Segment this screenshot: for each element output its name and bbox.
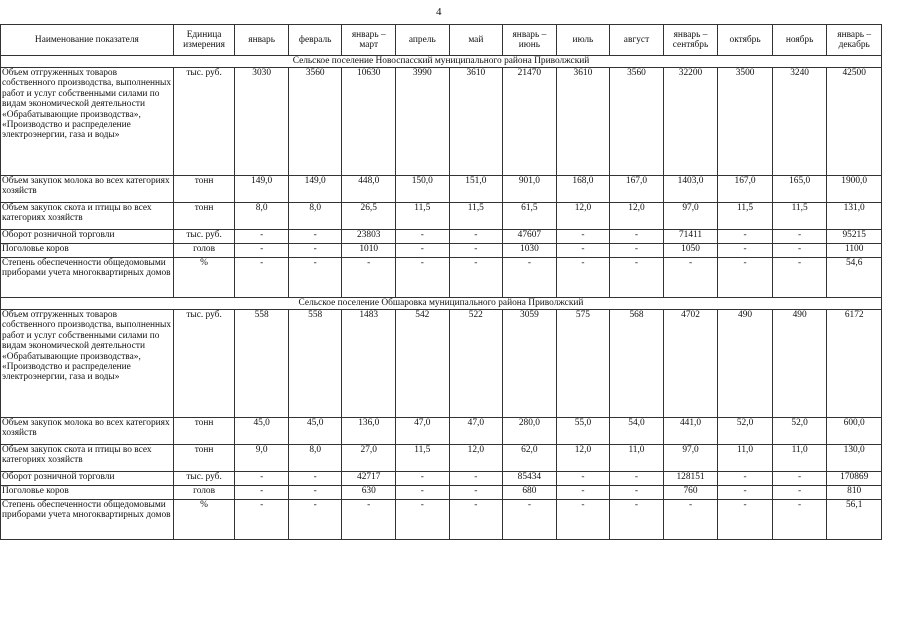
- header-august: август: [610, 25, 664, 56]
- value-cell: 61,5: [503, 203, 557, 230]
- value-cell: 97,0: [663, 445, 718, 472]
- value-cell: -: [449, 244, 503, 258]
- indicator-name: Степень обеспеченности общедомовыми приборами учета многоквартирных домов: [1, 500, 174, 540]
- header-unit: Единица измерения: [173, 25, 235, 56]
- table-row: [1, 445, 882, 472]
- value-cell: 558: [288, 310, 342, 418]
- value-cell: -: [718, 244, 773, 258]
- value-cell: -: [449, 230, 503, 244]
- value-cell: -: [772, 230, 827, 244]
- header-jan-sep: январь – сентябрь: [663, 25, 718, 56]
- indicator-name: Поголовье коров: [1, 486, 174, 500]
- unit-cell: %: [173, 258, 235, 298]
- value-cell: 4702: [663, 310, 718, 418]
- value-cell: 8,0: [288, 203, 342, 230]
- unit-cell: тыс. руб.: [173, 472, 235, 486]
- value-cell: -: [556, 486, 610, 500]
- unit-cell: голов: [173, 486, 235, 500]
- value-cell: 12,0: [610, 203, 664, 230]
- indicator-name: Объем закупок скота и птицы во всех категориях хозяйств: [1, 445, 174, 472]
- value-cell: -: [342, 500, 396, 540]
- value-cell: 26,5: [342, 203, 396, 230]
- indicator-name: Объем закупок скота и птицы во всех категориях хозяйств: [1, 203, 174, 230]
- table-row: [1, 203, 882, 230]
- value-cell: 8,0: [235, 203, 289, 230]
- value-cell: -: [235, 472, 289, 486]
- value-cell: 95215: [827, 230, 882, 244]
- value-cell: 27,0: [342, 445, 396, 472]
- value-cell: 11,0: [718, 445, 773, 472]
- value-cell: -: [235, 230, 289, 244]
- value-cell: 45,0: [288, 418, 342, 445]
- value-cell: 490: [772, 310, 827, 418]
- value-cell: 542: [396, 310, 450, 418]
- header-february: февраль: [288, 25, 342, 56]
- value-cell: 167,0: [718, 176, 773, 203]
- value-cell: 12,0: [449, 445, 503, 472]
- value-cell: 9,0: [235, 445, 289, 472]
- header-jan-dec: январь – декабрь: [827, 25, 882, 56]
- value-cell: 11,0: [610, 445, 664, 472]
- value-cell: 1010: [342, 244, 396, 258]
- value-cell: -: [663, 500, 718, 540]
- value-cell: 149,0: [235, 176, 289, 203]
- value-cell: 568: [610, 310, 664, 418]
- value-cell: 1900,0: [827, 176, 882, 203]
- value-cell: -: [235, 244, 289, 258]
- value-cell: 3240: [772, 68, 827, 176]
- value-cell: 680: [503, 486, 557, 500]
- value-cell: -: [288, 472, 342, 486]
- value-cell: -: [235, 486, 289, 500]
- table-row: [1, 500, 882, 540]
- value-cell: -: [449, 486, 503, 500]
- value-cell: -: [449, 472, 503, 486]
- value-cell: 280,0: [503, 418, 557, 445]
- value-cell: 490: [718, 310, 773, 418]
- value-cell: 522: [449, 310, 503, 418]
- value-cell: -: [610, 500, 664, 540]
- value-cell: 1483: [342, 310, 396, 418]
- header-indicator-name: Наименование показателя: [1, 25, 174, 56]
- value-cell: 131,0: [827, 203, 882, 230]
- header-july: июль: [556, 25, 610, 56]
- value-cell: 55,0: [556, 418, 610, 445]
- value-cell: 149,0: [288, 176, 342, 203]
- value-cell: 54,6: [827, 258, 882, 298]
- value-cell: -: [396, 258, 450, 298]
- value-cell: -: [288, 500, 342, 540]
- value-cell: -: [718, 230, 773, 244]
- value-cell: 168,0: [556, 176, 610, 203]
- value-cell: 600,0: [827, 418, 882, 445]
- value-cell: 448,0: [342, 176, 396, 203]
- value-cell: -: [610, 486, 664, 500]
- value-cell: 128151: [663, 472, 718, 486]
- value-cell: 165,0: [772, 176, 827, 203]
- value-cell: 42500: [827, 68, 882, 176]
- unit-cell: тонн: [173, 203, 235, 230]
- header-jan-mar: январь – март: [342, 25, 396, 56]
- value-cell: -: [288, 486, 342, 500]
- indicator-name: Объем отгруженных товаров собственного производства, выполненных работ и услуг собственными силами по видам экономической деятельности «Обрабатывающие производства», «Производство и распределение электроэнергии, газа и воды»: [1, 310, 174, 418]
- indicator-name: Объем закупок молока во всех категориях хозяйств: [1, 418, 174, 445]
- table-row: [1, 230, 882, 244]
- value-cell: 6172: [827, 310, 882, 418]
- value-cell: -: [235, 500, 289, 540]
- value-cell: 11,5: [449, 203, 503, 230]
- header-january: январь: [235, 25, 289, 56]
- value-cell: 21470: [503, 68, 557, 176]
- value-cell: -: [396, 472, 450, 486]
- unit-cell: тыс. руб.: [173, 230, 235, 244]
- value-cell: 23803: [342, 230, 396, 244]
- table-row: [1, 244, 882, 258]
- value-cell: -: [396, 244, 450, 258]
- value-cell: 3059: [503, 310, 557, 418]
- value-cell: 42717: [342, 472, 396, 486]
- value-cell: 52,0: [718, 418, 773, 445]
- indicator-name: Объем отгруженных товаров собственного производства, выполненных работ и услуг собственными силами по видам экономической деятельности «Обрабатывающие производства», «Производство и распределение электроэнергии, газа и воды»: [1, 68, 174, 176]
- value-cell: -: [288, 230, 342, 244]
- value-cell: -: [449, 258, 503, 298]
- value-cell: -: [449, 500, 503, 540]
- table-row: [1, 258, 882, 298]
- value-cell: -: [503, 500, 557, 540]
- value-cell: -: [396, 486, 450, 500]
- value-cell: 47,0: [396, 418, 450, 445]
- value-cell: -: [556, 472, 610, 486]
- value-cell: -: [556, 500, 610, 540]
- section-title: Сельское поселение Новоспасский муниципального района Приволжский: [1, 56, 882, 68]
- value-cell: -: [556, 244, 610, 258]
- value-cell: 12,0: [556, 445, 610, 472]
- value-cell: 170869: [827, 472, 882, 486]
- value-cell: -: [610, 244, 664, 258]
- unit-cell: тонн: [173, 176, 235, 203]
- value-cell: 54,0: [610, 418, 664, 445]
- value-cell: -: [772, 486, 827, 500]
- value-cell: -: [610, 258, 664, 298]
- value-cell: -: [610, 472, 664, 486]
- unit-cell: тонн: [173, 418, 235, 445]
- value-cell: 3610: [449, 68, 503, 176]
- value-cell: -: [235, 258, 289, 298]
- value-cell: -: [718, 486, 773, 500]
- section-title: Сельское поселение Обшаровка муниципального района Приволжский: [1, 298, 882, 310]
- table-row: [1, 310, 882, 418]
- value-cell: 32200: [663, 68, 718, 176]
- unit-cell: тонн: [173, 445, 235, 472]
- indicator-name: Степень обеспеченности общедомовыми приборами учета многоквартирных домов: [1, 258, 174, 298]
- header-jan-jun: январь – июнь: [503, 25, 557, 56]
- unit-cell: %: [173, 500, 235, 540]
- value-cell: 901,0: [503, 176, 557, 203]
- value-cell: -: [342, 258, 396, 298]
- header-may: май: [449, 25, 503, 56]
- unit-cell: голов: [173, 244, 235, 258]
- value-cell: 97,0: [663, 203, 718, 230]
- indicator-name: Поголовье коров: [1, 244, 174, 258]
- value-cell: 62,0: [503, 445, 557, 472]
- value-cell: -: [288, 258, 342, 298]
- value-cell: 11,5: [396, 203, 450, 230]
- value-cell: 11,0: [772, 445, 827, 472]
- value-cell: 11,5: [396, 445, 450, 472]
- header-november: ноябрь: [772, 25, 827, 56]
- table-row: [1, 176, 882, 203]
- unit-cell: тыс. руб.: [173, 68, 235, 176]
- value-cell: 130,0: [827, 445, 882, 472]
- value-cell: -: [718, 258, 773, 298]
- value-cell: 47607: [503, 230, 557, 244]
- value-cell: 47,0: [449, 418, 503, 445]
- value-cell: -: [556, 230, 610, 244]
- value-cell: -: [663, 258, 718, 298]
- indicators-table: [0, 24, 882, 540]
- value-cell: 558: [235, 310, 289, 418]
- value-cell: -: [772, 472, 827, 486]
- value-cell: -: [718, 472, 773, 486]
- value-cell: 3990: [396, 68, 450, 176]
- value-cell: -: [288, 244, 342, 258]
- section-row: [1, 56, 882, 68]
- value-cell: 71411: [663, 230, 718, 244]
- indicator-name: Объем закупок молока во всех категориях хозяйств: [1, 176, 174, 203]
- value-cell: 52,0: [772, 418, 827, 445]
- value-cell: 8,0: [288, 445, 342, 472]
- value-cell: 1030: [503, 244, 557, 258]
- value-cell: 11,5: [718, 203, 773, 230]
- value-cell: -: [396, 230, 450, 244]
- header-april: апрель: [396, 25, 450, 56]
- value-cell: -: [556, 258, 610, 298]
- value-cell: 85434: [503, 472, 557, 486]
- header-row: [1, 25, 882, 56]
- header-october: октябрь: [718, 25, 773, 56]
- value-cell: 56,1: [827, 500, 882, 540]
- value-cell: 10630: [342, 68, 396, 176]
- value-cell: 151,0: [449, 176, 503, 203]
- table-row: [1, 68, 882, 176]
- value-cell: -: [772, 500, 827, 540]
- value-cell: 12,0: [556, 203, 610, 230]
- value-cell: -: [772, 244, 827, 258]
- value-cell: -: [396, 500, 450, 540]
- unit-cell: тыс. руб.: [173, 310, 235, 418]
- table-body: [1, 56, 882, 540]
- value-cell: 136,0: [342, 418, 396, 445]
- value-cell: 1100: [827, 244, 882, 258]
- value-cell: 810: [827, 486, 882, 500]
- page-number: 4: [436, 6, 442, 18]
- value-cell: 575: [556, 310, 610, 418]
- table-row: [1, 486, 882, 500]
- indicator-name: Оборот розничной торговли: [1, 230, 174, 244]
- value-cell: 3500: [718, 68, 773, 176]
- section-row: [1, 298, 882, 310]
- table-row: [1, 472, 882, 486]
- value-cell: -: [772, 258, 827, 298]
- value-cell: 150,0: [396, 176, 450, 203]
- indicator-name: Оборот розничной торговли: [1, 472, 174, 486]
- value-cell: 1403,0: [663, 176, 718, 203]
- table-row: [1, 418, 882, 445]
- value-cell: 441,0: [663, 418, 718, 445]
- value-cell: 3610: [556, 68, 610, 176]
- value-cell: 1050: [663, 244, 718, 258]
- value-cell: 3560: [288, 68, 342, 176]
- value-cell: 45,0: [235, 418, 289, 445]
- value-cell: -: [718, 500, 773, 540]
- value-cell: 630: [342, 486, 396, 500]
- value-cell: -: [503, 258, 557, 298]
- value-cell: 3030: [235, 68, 289, 176]
- value-cell: 11,5: [772, 203, 827, 230]
- value-cell: 3560: [610, 68, 664, 176]
- value-cell: 167,0: [610, 176, 664, 203]
- value-cell: 760: [663, 486, 718, 500]
- value-cell: -: [610, 230, 664, 244]
